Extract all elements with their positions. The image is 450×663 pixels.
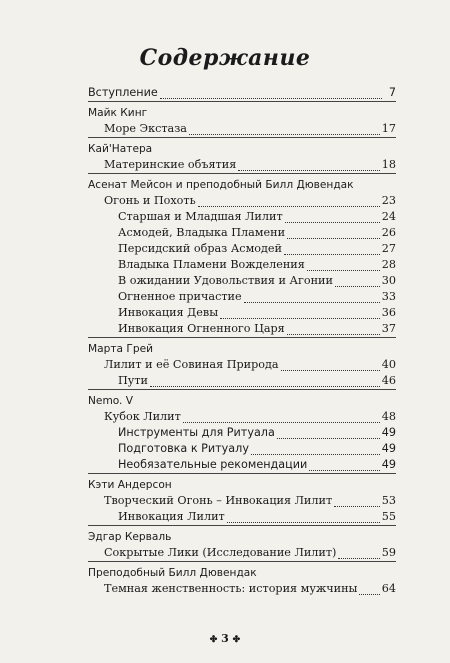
leader-dots <box>227 512 380 523</box>
leader-dots <box>359 584 379 595</box>
toc-entry-title: Лилит и её Совиная Природа <box>104 358 279 371</box>
toc-entry-page: 26 <box>381 226 396 239</box>
leader-dots <box>284 244 380 255</box>
leader-dots <box>287 228 380 239</box>
toc-entry <box>88 545 396 561</box>
section-author: Эдгар Керваль <box>88 531 172 543</box>
leader-dots <box>160 88 382 99</box>
leader-dots <box>251 444 380 455</box>
leader-dots <box>220 308 380 319</box>
toc-entry-title: Владыка Пламени Вожделения <box>118 258 305 271</box>
toc-entry-page: 37 <box>381 322 396 335</box>
toc-entry-title: В ожидании Удовольствия и Агонии <box>118 274 333 287</box>
toc-entry-page: 17 <box>381 122 396 135</box>
toc-entry-title: Инструменты для Ритуала <box>118 426 275 439</box>
leader-dots <box>238 160 379 171</box>
toc-entry-title: Старшая и Младшая Лилит <box>118 210 283 223</box>
toc-entry-title: Инвокация Девы <box>118 306 219 319</box>
toc-entry-title: Инвокация Огненного Царя <box>118 322 285 335</box>
toc-entry <box>88 581 396 597</box>
toc-entry-page: 49 <box>381 458 396 471</box>
page-number-value: 3 <box>221 632 229 645</box>
toc-entry-page: 28 <box>381 258 396 271</box>
toc-entry-page: 18 <box>381 158 396 171</box>
toc-entry-intro <box>88 85 396 101</box>
toc-entry-title: Кубок Лилит <box>104 410 181 423</box>
toc-entry-title: Асмодей, Владыка Пламени <box>118 226 286 239</box>
toc-entry-page: 30 <box>381 274 396 287</box>
ornament-icon: ✤ <box>232 635 241 645</box>
toc-entry <box>88 509 396 525</box>
leader-dots <box>244 292 380 303</box>
toc-entry-title: Море Экстаза <box>104 122 187 135</box>
toc-entry-title: Необязательные рекомендации <box>118 458 308 471</box>
toc-entry <box>88 321 396 337</box>
toc-entry-page: 49 <box>381 426 396 439</box>
toc-entry-title: Материнские объятия <box>104 158 237 171</box>
section-divider <box>88 473 396 474</box>
toc-entry <box>88 289 396 305</box>
toc-entry <box>88 493 396 509</box>
leader-dots <box>150 376 380 387</box>
leader-dots <box>309 460 379 471</box>
toc-entry <box>88 425 396 441</box>
section-author: Марта Грей <box>88 343 153 355</box>
section-divider <box>88 137 396 138</box>
toc-entry <box>88 305 396 321</box>
toc-entry-title: Огненное причастие <box>118 290 242 303</box>
toc-entry <box>88 373 396 389</box>
toc-entry <box>88 225 396 241</box>
toc-entry-page: 53 <box>381 494 396 507</box>
toc-entry-page: 46 <box>381 374 396 387</box>
section-author: Майк Кинг <box>88 107 148 119</box>
section-author: Nemo. V <box>88 395 134 407</box>
leader-dots <box>338 548 379 559</box>
section-divider <box>88 173 396 174</box>
section-divider <box>88 525 396 526</box>
toc-entry <box>88 241 396 257</box>
section-author: Кай'Натера <box>88 143 153 155</box>
toc-entry-page: 24 <box>381 210 396 223</box>
section-divider <box>88 561 396 562</box>
toc-entry <box>88 441 396 457</box>
toc-entry-page: 23 <box>381 194 396 207</box>
ornament-icon: ✤ <box>209 635 218 645</box>
toc-entry <box>88 193 396 209</box>
section-divider <box>88 101 396 102</box>
toc-entry-page: 48 <box>381 410 396 423</box>
toc-entry <box>88 257 396 273</box>
toc-entry <box>88 357 396 373</box>
section-divider <box>88 337 396 338</box>
toc-entry-title: Персидский образ Асмодей <box>118 242 282 255</box>
leader-dots <box>285 212 380 223</box>
toc-entry <box>88 209 396 225</box>
toc-entry-title: Огонь и Похоть <box>104 194 196 207</box>
toc-entry-title: Пути <box>118 374 148 387</box>
leader-dots <box>335 276 380 287</box>
toc-entry <box>88 409 396 425</box>
leader-dots <box>277 428 380 439</box>
toc-entry-title: Вступление <box>88 86 158 99</box>
leader-dots <box>198 196 380 207</box>
toc-entry-page: 64 <box>381 582 396 595</box>
toc-entry-page: 36 <box>381 306 396 319</box>
page-number <box>0 632 450 645</box>
table-of-contents <box>88 85 396 597</box>
toc-entry-title: Творческий Огонь – Инвокация Лилит <box>104 494 333 507</box>
section-author: Кэти Андерсон <box>88 479 172 491</box>
toc-entry-title: Сокрытые Лики (Исследование Лилит) <box>104 546 337 559</box>
toc-entry-page: 7 <box>388 86 396 99</box>
leader-dots <box>334 496 380 507</box>
section-author: Асенат Мейсон и преподобный Билл Дювендак <box>88 179 354 191</box>
toc-entry <box>88 121 396 137</box>
section-divider <box>88 389 396 390</box>
leader-dots <box>287 324 380 335</box>
toc-entry-page: 59 <box>381 546 396 559</box>
toc-entry-page: 33 <box>381 290 396 303</box>
leader-dots <box>183 412 380 423</box>
toc-entry <box>88 157 396 173</box>
toc-entry-page: 49 <box>381 442 396 455</box>
toc-entry-page: 40 <box>381 358 396 371</box>
leader-dots <box>189 124 380 135</box>
toc-entry-page: 55 <box>381 510 396 523</box>
toc-entry <box>88 457 396 473</box>
toc-entry-title: Темная женственность: история мужчины <box>104 582 358 595</box>
toc-entry-title: Инвокация Лилит <box>118 510 225 523</box>
toc-entry-title: Подготовка к Ритуалу <box>118 442 249 455</box>
toc-entry <box>88 273 396 289</box>
leader-dots <box>307 260 380 271</box>
section-author: Преподобный Билл Дювендак <box>88 567 257 579</box>
toc-entry-page: 27 <box>381 242 396 255</box>
page-title: Содержание <box>139 45 311 71</box>
leader-dots <box>281 360 380 371</box>
